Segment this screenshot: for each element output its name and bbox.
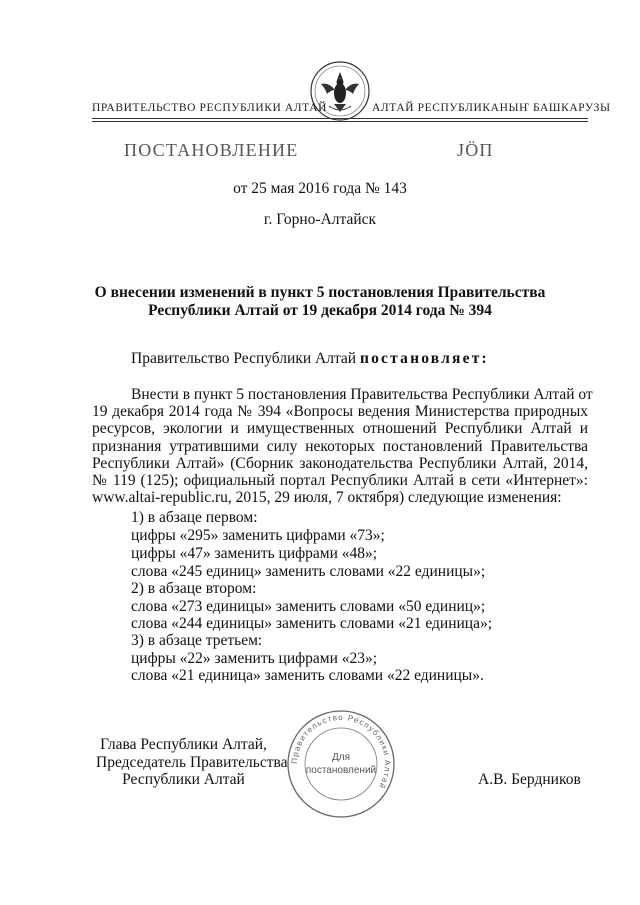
paragraph-line: 19 декабря 2014 года № 394 «Вопросы ведения Министерства природных [92, 403, 588, 421]
list-item: цифры «47» заменить цифрами «48»; [131, 545, 378, 562]
paragraph-line: www.altai-republic.ru, 2015, 29 июля, 7 октября) следующие изменения: [92, 489, 562, 507]
header-org-left: ПРАВИТЕЛЬСТВО РЕСПУБЛИКИ АЛТАЙ [92, 102, 328, 114]
header-divider [92, 118, 588, 119]
main-paragraph [92, 386, 593, 507]
paragraph-line: ресурсов, экологии и имущественных отношений Республики Алтай и [92, 420, 588, 438]
list-item: слова «245 единиц» заменить словами «22 единицы»; [131, 563, 486, 580]
paragraph-line: Республики Алтай» (Сборник законодательства Республики Алтай, 2014, [92, 454, 588, 472]
signature-line-2: Председатель Правительства [96, 753, 288, 771]
list-item: 1) в абзаце первом: [131, 509, 258, 526]
stamp-ring-text: Правительство Республики Алтай [289, 712, 393, 791]
document-title [0, 284, 640, 320]
list-item: слова «273 единицы» заменить словами «50 единиц»; [131, 598, 486, 615]
signature-line-1: Глава Республики Алтай, [100, 736, 267, 753]
header-org-right: АЛТАЙ РЕСПУБЛИКАНЫҤ БАШКАРУЗЫ [372, 102, 611, 114]
signature-title [96, 736, 288, 789]
stamp-center-line-2: постановлений [305, 765, 377, 776]
header-divider-thin [92, 121, 588, 122]
official-stamp [285, 708, 397, 820]
list-item: цифры «22» заменить цифрами «23»; [131, 650, 378, 667]
doc-type-ru: ПОСТАНОВЛЕНИЕ [124, 140, 299, 160]
list-item: 2) в абзаце втором: [131, 580, 257, 597]
list-item: 3) в абзаце третьем: [131, 632, 263, 649]
list-item: слова «244 единицы» заменить словами «21 единица»; [131, 615, 493, 632]
preamble-text: Правительство Республики Алтай [131, 350, 360, 367]
paragraph-line: № 119 (125); официальный портал Республики Алтай в сети «Интернет»: [92, 472, 588, 490]
city-line: г. Горно-Алтайск [263, 211, 377, 228]
signature-line-3: Республики Алтай [122, 771, 245, 788]
title-line-2: Республики Алтай от 19 декабря 2014 года № 394 [148, 302, 492, 319]
list-item: цифры «295» заменить цифрами «73»; [131, 527, 385, 544]
date-line: от 25 мая 2016 года № 143 [233, 180, 407, 197]
preamble [131, 350, 489, 367]
preamble-emphasis: постановляет: [359, 350, 489, 367]
stamp-center-line-1: Для [331, 752, 351, 763]
title-line-1: О внесении изменений в пункт 5 постановления Правительства [94, 284, 546, 301]
doc-type-alt: JÖП [457, 140, 494, 160]
paragraph-line: Внести в пункт 5 постановления Правительства Республики Алтай от [131, 386, 593, 403]
signatory-name: А.В. Бердников [478, 771, 581, 788]
list-item: слова «21 единица» заменить словами «22 единицы». [131, 667, 484, 684]
paragraph-line: признания утратившими силу некоторых постановлений Правительства [92, 437, 588, 455]
